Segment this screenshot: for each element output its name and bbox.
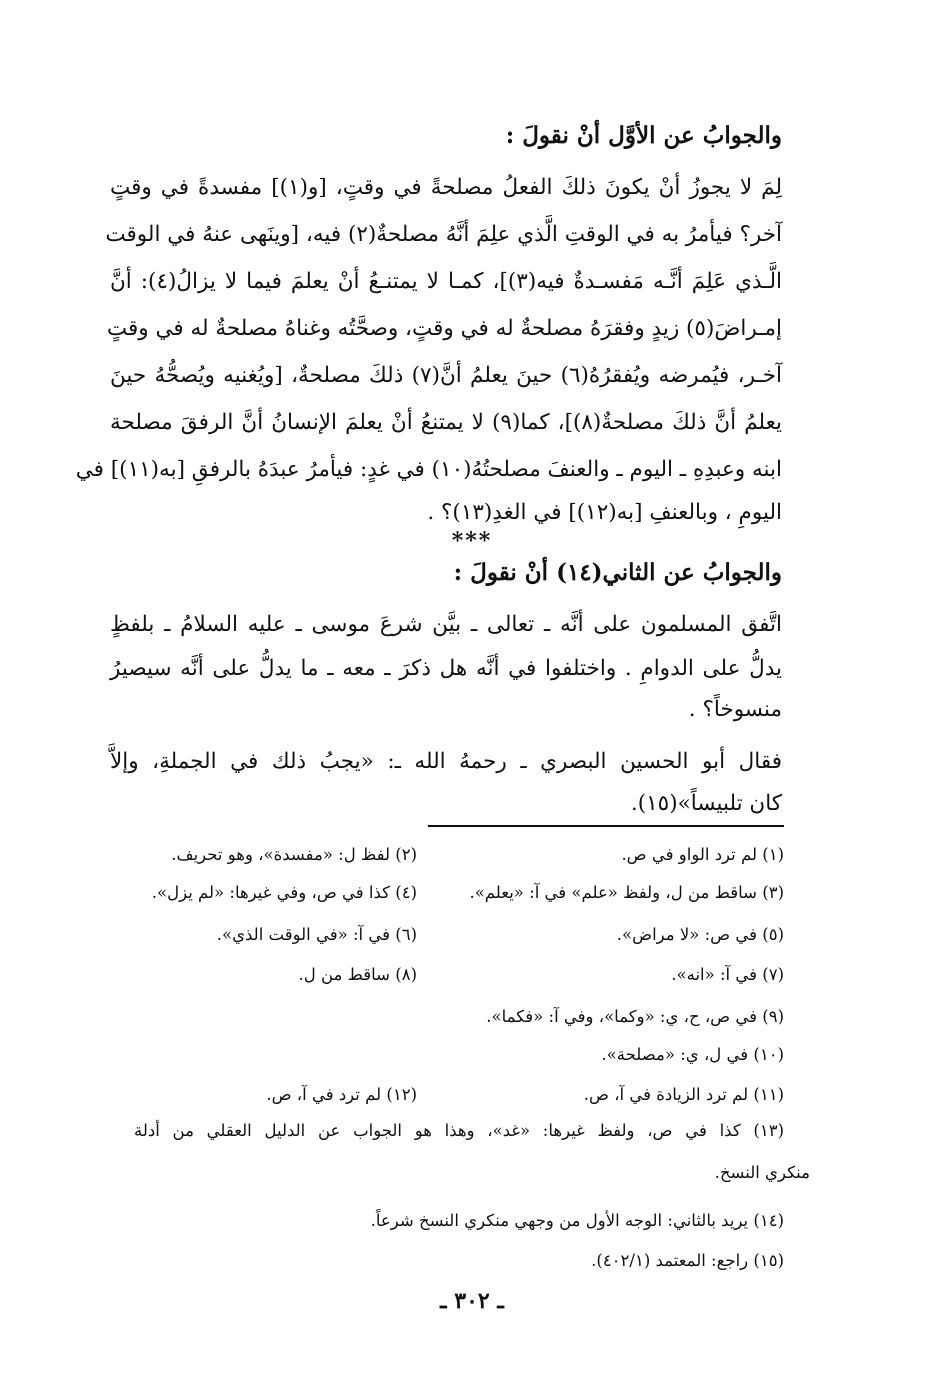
paragraph-line: فقال أبو الحسين البصري ـ رحمهُ الله ـ: «يجبُ ذلك في الجملةِ، وإلاَّ	[110, 749, 782, 774]
paragraph-line: يعلمُ أنَّ ذلكَ مصلحةٌ(٨)]، كما(٩) لا يمتنعُ أنْ يعلمَ الإنسانُ أنَّ الرفقَ مصلحة	[110, 410, 783, 435]
footnote-3: (٣) ساقط من ل، ولفظ «علم» في آ: «يعلم».	[469, 883, 784, 902]
paragraph-line: آخـر، فيُمرضه ويُفقرُهُ(٦) حينَ يعلمُ أنَّ(٧) ذلكَ مصلحةٌ، [ويُغنيه ويُصحُّهُ حينَ	[110, 363, 782, 388]
footnote-14: (١٤) يريد بالثاني: الوجه الأول من وجهي منكري النسخ شرعاً.	[370, 1211, 784, 1230]
page-number: ـ ٣٠٢ ـ	[440, 1288, 504, 1314]
paragraph-line: اليومِ ، وبالعنفِ [به(١٢)] في الغدِ(١٣)؟ .	[427, 500, 782, 525]
footnote-1: (١) لم ترد الواو في ص.	[621, 845, 784, 864]
paragraph-line: ابنه وعبدِهِ ـ اليوم ـ والعنفَ مصلحتُهُ(١٠) في غدٍ: فيأمرُ عبدَهُ بالرفقِ [به(١١)] في	[75, 457, 782, 482]
footnote-13: (١٣) كذا في ص، ولفظ غيرها: «غد»، وهذا هو الجواب عن الدليل العقلي من أدلة	[134, 1121, 784, 1140]
footnote-divider	[428, 825, 784, 827]
section-heading-second-answer: والجوابُ عن الثاني(١٤) أنْ نقولَ :	[453, 559, 782, 586]
footnote-4: (٤) كذا في ص، وفي غيرها: «لم يزل».	[151, 883, 417, 902]
section-heading-first-answer: والجوابُ عن الأوَّل أنْ نقولَ :	[505, 122, 782, 149]
footnote-8: (٨) ساقط من ل.	[298, 965, 417, 984]
footnote-12: (١٢) لم ترد في آ، ص.	[266, 1085, 417, 1104]
footnote-11: (١١) لم ترد الزيادة في آ، ص.	[583, 1085, 784, 1104]
paragraph-line: منسوخاً؟ .	[688, 697, 782, 722]
footnote-2: (٢) لفظ ل: «مفسدة»، وهو تحريف.	[171, 845, 417, 864]
paragraph-line: الَّـذي عَلِمَ أنَّـه مَفسـدةٌ فيه(٣)]، كمـا لا يمتنـعُ أنْ يعلمَ فيما لا يزالُ(٤): أنَّ	[110, 269, 783, 294]
paragraph-line: كان تلبيساً»(١٥).	[630, 791, 782, 816]
paragraph-line: آخر؟ فيأمرُ به في الوقتِ الَّذي علِمَ أنَّهُ مصلحةٌ(٢) فيه، [وينَهى عنهُ في الوقت	[105, 222, 782, 247]
paragraph-line: لِمَ لا يجوزُ أنْ يكونَ ذلكَ الفعلُ مصلحةً في وقتٍ، [و(١)] مفسدةً في وقتٍ	[110, 175, 782, 200]
footnote-13-continuation: منكري النسخ.	[714, 1163, 810, 1182]
paragraph-line: إمـراضَ(٥) زيدٍ وفقرَهُ مصلحةٌ له في وقتٍ، وصحَّتُه وغناهُ مصلحةٌ له في وقتٍ	[106, 316, 782, 341]
footnote-9: (٩) في ص، ح، ي: «وكما»، وفي آ: «فكما».	[486, 1007, 784, 1026]
footnote-7: (٧) في آ: «انه».	[671, 965, 784, 984]
footnote-6: (٦) في آ: «في الوقت الذي».	[216, 925, 417, 944]
footnote-10: (١٠) في ل، ي: «مصلحة».	[601, 1045, 784, 1064]
paragraph-line: يدلُّ على الدوامِ . واختلفوا في أنَّه هل ذكرَ ـ معه ـ ما يدلُّ على أنَّه سيصيرُ	[110, 656, 782, 681]
footnote-5: (٥) في ص: «لا مراض».	[616, 925, 784, 944]
section-separator: ***	[451, 528, 493, 554]
paragraph-line: اتَّفق المسلمون على أنَّه ـ تعالى ـ بيَّن شرعَ موسى ـ عليه السلامُ ـ بلفظٍ	[110, 612, 782, 637]
footnote-15: (١٥) راجع: المعتمد (٤٠٢/١).	[591, 1251, 784, 1270]
